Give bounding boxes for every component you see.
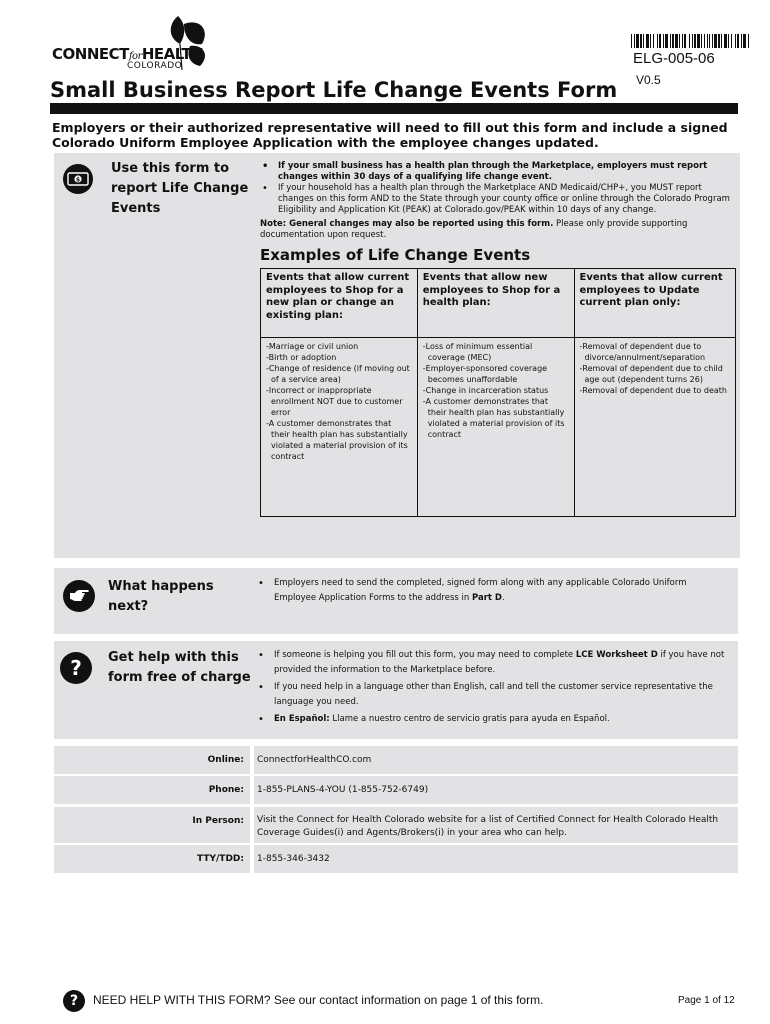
contact-row-in-person [54, 807, 738, 843]
in-person-text: Visit the Connect for Health Colorado website for a list of Certified Connect for Health Colorado Health Coverage Guides(i) and Agents/Brokers(i) in your area who can help. [257, 815, 719, 838]
get-help-bullet-3: • En Español: Llame a nuestro centro de servicio gratis para ayuda en Español. [256, 712, 726, 727]
phone-number: 1-855-PLANS-4-YOU (1-855-752-6749) [257, 785, 429, 795]
pointing-hand-icon [63, 580, 95, 612]
list-item: -Birth or adoption [266, 353, 337, 362]
barcode-icon [631, 34, 749, 48]
question-icon: ? [63, 990, 85, 1012]
what-next-bullet: • Employers need to send the completed, signed form along with any applicable Colorado Uniform Employee Application Forms to the address in Part D. [256, 576, 726, 606]
events-column-header: Events that allow current employees to Update current plan only: [574, 269, 736, 338]
logo-wordmark: CONNECTforHEALTH [52, 45, 204, 63]
list-item: -Change in incarceration status [422, 386, 549, 395]
contact-row-phone [54, 776, 738, 804]
examples-heading: Examples of Life Change Events [260, 246, 531, 264]
list-item: -Employer-sponsored coverage becomes unaffordable [422, 364, 548, 384]
contact-row-online [54, 746, 738, 774]
contact-label: In Person: [192, 816, 244, 826]
get-help-bullet-2: • If you need help in a language other than English, call and tell the customer service representative the language you need. [256, 680, 726, 710]
list-item: -A customer demonstrates that their health plan has substantially violated a material provision of its contract [422, 397, 565, 439]
list-item: -Removal of dependent due to child age out (dependent turns 26) [579, 364, 723, 384]
page-title: Small Business Report Life Change Events Form [50, 78, 618, 102]
footer-help-text: NEED HELP WITH THIS FORM? See our contact information on page 1 of this form. [93, 993, 544, 1007]
list-item: -Marriage or civil union [266, 342, 359, 351]
use-form-bullet-2: • If your household has a health plan through the Marketplace AND Medicaid/CHP+, you MUST report changes on this form AND to the State through your county office or online through the Colorado Program Eligibility and Application Kit (PEAK) at Colorado.gov/PEAK within 10 days of any change. [260, 183, 730, 216]
contact-label: Phone: [208, 785, 244, 795]
list-item: -Removal of dependent due to death [579, 386, 727, 395]
money-icon [63, 164, 93, 194]
list-item: -A customer demonstrates that their health plan has substantially violated a material provision of its contract [266, 419, 408, 461]
events-column-header: Events that allow current employees to Shop for a new plan or change an existing plan: [261, 269, 418, 338]
use-form-heading: Use this form to report Life Change Events [111, 161, 249, 216]
list-item: -Incorrect or inappropriate enrollment NOT due to customer error [266, 386, 403, 417]
question-icon: ? [60, 652, 92, 684]
events-column-header: Events that allow new employees to Shop for a health plan: [417, 269, 574, 338]
form-version: V0.5 [636, 73, 661, 87]
what-next-heading: What happens next? [108, 579, 214, 614]
logo-subtitle: COLORADO [127, 61, 183, 71]
online-link[interactable]: ConnectforHealthCO.com [257, 755, 372, 765]
intro-text: Employers or their authorized representative will need to fill out this form and include a signed Colorado Uniform Employee Application with the employee changes updated. [52, 120, 728, 150]
get-help-bullet-1: • If someone is helping you fill out this form, you may need to complete LCE Worksheet D if you have not provided the information to the Marketplace before. [256, 648, 726, 678]
events-column-list [574, 338, 736, 517]
get-help-bullets [256, 648, 726, 727]
list-item: -Removal of dependent due to divorce/annulment/separation [579, 342, 706, 362]
list-item: -Change of residence (if moving out of a service area) [266, 364, 410, 384]
page-number: Page 1 of 12 [678, 995, 735, 1006]
contact-label: Online: [207, 755, 244, 765]
use-form-bullet-1: • If your small business has a health plan through the Marketplace, employers must report changes within 30 days of a qualifying life change event. [260, 161, 730, 183]
list-item: -Loss of minimum essential coverage (MEC) [422, 342, 533, 362]
contact-label: TTY/TDD: [197, 854, 244, 864]
use-form-bullets [260, 161, 730, 216]
get-help-heading: Get help with this form free of charge [108, 650, 251, 685]
contact-row-tty [54, 845, 738, 873]
form-id: ELG-005-06 [633, 50, 715, 67]
life-events-table [260, 268, 736, 517]
general-changes-note: Note: General changes may also be reported using this form. Please only provide supporting documentation upon request. [260, 219, 688, 240]
tty-number: 1-855-346-3432 [257, 854, 330, 864]
events-column-list [417, 338, 574, 517]
title-rule [50, 103, 738, 114]
svg-text:$: $ [75, 176, 81, 184]
what-next-bullets [256, 576, 726, 606]
events-column-list [261, 338, 418, 517]
